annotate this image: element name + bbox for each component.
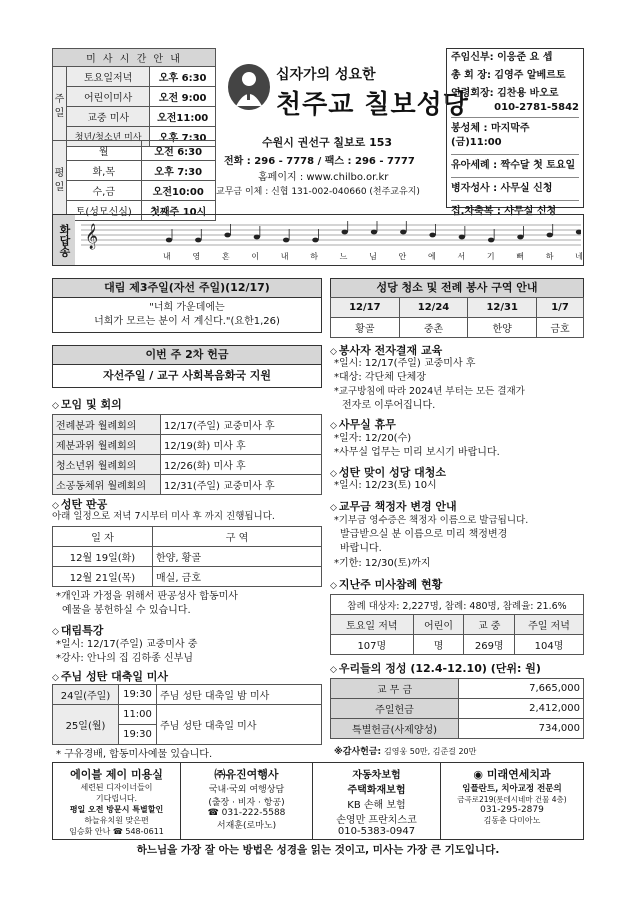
note-head (547, 233, 553, 238)
lyric-syllable: 영 (192, 252, 201, 261)
cleaning-date: 12/24 (399, 298, 468, 318)
ad-line: ☎ 031-222-5588 (207, 808, 286, 818)
confession-area: 한양, 황골 (153, 547, 322, 567)
thanks-text: 김영웅 50만, 김준걸 20만 (384, 747, 477, 756)
ad-title-row (441, 766, 583, 782)
staff-funeral: 연령회장: 김찬용 바오로 (451, 88, 559, 99)
hymn-label: 화답송 (53, 215, 75, 265)
christmas-mass: 주님 성탄 대축일 밤 미사 (157, 685, 322, 705)
ad-line: 손영만 프란치스코 (336, 815, 417, 826)
lyric-syllable: 서 (457, 252, 466, 261)
finance-table (330, 678, 584, 739)
mass-name: 청년/청소년 미사 (67, 127, 150, 147)
table-row (53, 685, 322, 705)
ad-line: 031-295-2879 (480, 805, 544, 815)
col-header: 토요일 저녁 (331, 615, 414, 635)
offering-title: 이번 주 2차 헌금 (52, 345, 322, 365)
cleaning-area: 금호 (537, 318, 584, 338)
lyric-syllable: 에 (427, 252, 436, 261)
table-row (53, 705, 322, 725)
church-phone: 전화 : 296 - 7778 / 팩스 : 296 - 7777 (224, 156, 415, 167)
christmas-time: 19:30 (119, 725, 157, 745)
lecture-title: ◇ 대림특강 (52, 622, 103, 638)
meeting-when: 12/17(주일) 교중미사 후 (161, 415, 322, 435)
advent-title: 대림 제3주일(자선 주일)(12/17) (52, 278, 322, 298)
cleaning-table (330, 297, 584, 338)
ad-line: 금곡로219(롯데시네마 건물 4층) (457, 795, 567, 804)
lyric-syllable: 기 (486, 252, 495, 261)
note-head (195, 238, 201, 243)
ad-line: 기다립니다. (95, 794, 138, 803)
office-line: *일자: 12/20(수) (334, 433, 412, 444)
meeting-name: 소공동체위 월례회의 (53, 475, 161, 495)
col-header: 주일 저녁 (514, 615, 583, 635)
ad-line: 평일 오전 방문시 특별할인 (69, 805, 164, 814)
note-head (488, 238, 494, 243)
lyric-syllable: 혼 (221, 252, 230, 261)
mass-schedule-title: 미 사 시 간 안 내 (53, 49, 216, 67)
mass-time: 오전 9:00 (150, 87, 216, 107)
ad-salon (53, 763, 181, 839)
table-row (331, 699, 584, 719)
xmas-clean-line: *일시: 12/23(토) 10시 (334, 480, 437, 491)
svg-text:𝄞: 𝄞 (85, 224, 99, 249)
hymn-box (52, 214, 584, 266)
christmas-foot: * 구유경배, 합동미사예물 있습니다. (56, 749, 213, 760)
staff-president: 총 회 장: 김영주 알베르토 (451, 70, 566, 81)
ad-title: ㈜유진여행사 (214, 768, 279, 781)
ad-title: 자동차보험 (352, 770, 401, 781)
lyric-syllable: 뻐 (516, 252, 524, 261)
christmas-day: 24일(주일) (53, 685, 119, 705)
verse-line: "너희 가운데에는 (149, 302, 225, 313)
finance-amount: 2,412,000 (459, 699, 584, 719)
payment-line: *대상: 각단체 단체장 (334, 372, 427, 383)
hymn-staff (81, 219, 581, 251)
office-line: *사무실 업무는 미리 보시기 바랍니다. (334, 447, 500, 458)
confession-title: ◇ 성탄 판공 (52, 496, 107, 512)
verse-line: 너희가 모르는 분이 서 계신다."(요한1,26) (94, 316, 280, 327)
table-row (331, 679, 584, 699)
staff-box (446, 48, 584, 217)
dues-line: *기한: 12/30(토)까지 (334, 558, 431, 569)
church-logo (228, 64, 270, 110)
attendance-value: 269명 (464, 635, 515, 655)
mass-name: 토(성모신심) (67, 201, 142, 221)
note-head (342, 230, 348, 235)
note-head (224, 233, 230, 238)
church-homepage: 홈페이지 : www.chilbo.or.kr (258, 172, 389, 183)
ad-insurance (313, 763, 441, 839)
ad-line: 010-5383-0947 (337, 826, 416, 837)
mass-time: 오후 6:30 (150, 67, 216, 87)
note-head (283, 238, 289, 243)
meeting-name: 청소년위 월례회의 (53, 455, 161, 475)
mass-name: 토요일저녁 (67, 67, 150, 87)
payment-line: 전자로 이루어집니다. (342, 400, 436, 411)
note-head (429, 233, 435, 238)
weekday-label: 평일 (53, 141, 67, 221)
lyric-syllable: 하 (310, 252, 318, 261)
confession-date: 12월 21일(목) (53, 567, 153, 587)
confession-foot: 예물을 봉헌하실 수 있습니다. (62, 605, 191, 616)
ad-line: 김동춘 다미아노 (483, 816, 541, 825)
confession-date: 12월 19일(화) (53, 547, 153, 567)
christmas-day: 25일(월) (53, 705, 119, 745)
lyric-syllable: 내 (280, 252, 289, 261)
confession-table (52, 526, 322, 587)
col-header: 어린이 (413, 615, 464, 635)
attendance-summary: 참례 대상자: 2,227명, 참례: 480명, 참례율: 21.6% (331, 595, 584, 615)
ad-title: 에이블 제이 미용실 (70, 768, 163, 781)
christmas-time: 19:30 (119, 685, 157, 705)
meeting-name: 전례분과 월례회의 (53, 415, 161, 435)
christmas-table (52, 684, 322, 745)
cleaning-area: 황골 (331, 318, 400, 338)
lyric-syllable: 안 (398, 252, 407, 261)
mass-time: 첫째주 10시 (141, 201, 215, 221)
note-head (576, 230, 581, 235)
table-row (53, 435, 322, 455)
lyric-syllable: 님 (369, 252, 377, 261)
christmas-title: ◇ 주님 성탄 대축일 미사 (52, 668, 168, 684)
note-head (312, 238, 318, 243)
church-subtitle: 십자가의 성요한 (276, 67, 376, 83)
dues-line: 바랍니다. (340, 543, 382, 554)
finance-name: 주일헌금 (331, 699, 459, 719)
table-row (53, 475, 322, 495)
mass-name: 어린이미사 (67, 87, 150, 107)
staff-communion: 봉성체 : 마지막주(금)11:00 (451, 118, 579, 155)
table-row (331, 719, 584, 739)
attendance-value: 명 (413, 635, 464, 655)
mass-time: 오전 6:30 (141, 141, 215, 161)
offering-desc: 자선주일 / 교구 사회복음화국 지원 (52, 364, 322, 388)
mass-schedule (52, 48, 216, 147)
note-head (166, 238, 172, 243)
staff-blessing: 집.차축복 : 사무실 신청 (451, 206, 557, 217)
cleaning-date: 12/31 (468, 298, 537, 318)
mass-name: 수,금 (67, 181, 142, 201)
church-bank: 교무금 이체 : 신협 131-002-040660 (천주교유지) (216, 187, 420, 197)
staff-anointing: 병자성사 : 사무실 신청 (451, 178, 579, 201)
payment-line: *교구방침에 따라 2024년 부터는 모든 결재가 (334, 386, 525, 397)
christmas-time: 11:00 (119, 705, 157, 725)
meeting-when: 12/31(주일) 교중미사 후 (161, 475, 322, 495)
saint-icon (228, 64, 270, 110)
ad-line: 임플란트, 치아교정 전문의 (462, 784, 562, 794)
attendance-value: 104명 (514, 635, 583, 655)
table-row (53, 547, 322, 567)
tooth-icon: ◉ (473, 768, 483, 781)
attendance-value: 107명 (331, 635, 414, 655)
staff-phone: 010-2781-5842 (451, 101, 579, 118)
lyric-syllable: 내 (163, 252, 171, 261)
dues-title: ◇ 교무금 책정자 변경 안내 (330, 498, 457, 514)
confession-foot: *개인과 가정을 위해서 판공성사 합동미사 (56, 591, 238, 602)
col-header: 구 역 (153, 527, 322, 547)
finance-thanks (334, 744, 476, 757)
col-header: 일 자 (53, 527, 153, 547)
cleaning-date: 1/7 (537, 298, 584, 318)
note-head (254, 235, 260, 240)
ads-bar (52, 762, 584, 840)
table-row (53, 455, 322, 475)
dues-line: *기부금 영수증은 책정자 이름으로 발급됩니다. (334, 515, 529, 526)
dues-line: 발급받으실 분 이름으로 미리 책정변경 (340, 529, 508, 540)
note-head (517, 235, 523, 240)
cleaning-title: 성당 청소 및 전례 봉사 구역 안내 (330, 278, 584, 298)
ad-line: 세련된 디자이너들이 (80, 783, 153, 792)
confession-area: 매실, 금호 (153, 567, 322, 587)
lyric-syllable: 하 (545, 252, 554, 261)
hymn-lyrics (163, 251, 583, 262)
staff-pastor: 주임신부: 이응준 요 셉 (451, 52, 553, 63)
lyric-syllable: 느 (339, 252, 348, 261)
advent-verse (52, 297, 322, 333)
weekday-schedule (52, 140, 216, 221)
ad-line: 국내·국외 여행상담 (208, 785, 285, 795)
mass-time: 오후 7:30 (141, 161, 215, 181)
lyric-syllable: 네 (575, 252, 583, 261)
ad-line: KB 손해 보험 (347, 800, 406, 811)
meetings-table (52, 414, 322, 495)
ad-dental (441, 763, 583, 839)
lecture-line: *일시: 12/17(주일) 교중미사 중 (56, 639, 198, 650)
finance-amount: 7,665,000 (459, 679, 584, 699)
ad-travel (181, 763, 313, 839)
ad-title: 미래연세치과 (486, 768, 551, 781)
finance-name: 특별헌금(사제양성) (331, 719, 459, 739)
mass-time: 오전10:00 (141, 181, 215, 201)
lyric-syllable: 이 (251, 252, 260, 261)
meeting-name: 제분과위 월례회의 (53, 435, 161, 455)
table-row (53, 567, 322, 587)
finance-title: ◇ 우리들의 정성 (12.4-12.10) (단위: 원) (330, 660, 541, 676)
church-name: 천주교 칠보성당 (276, 90, 469, 120)
payment-line: *일시: 12/17(주일) 교중미사 후 (334, 358, 476, 369)
cleaning-area: 중촌 (399, 318, 468, 338)
meetings-title: ◇ 모임 및 회의 (52, 396, 122, 412)
ad-line: 주택화재보험 (347, 785, 406, 796)
weekend-label: 주일 (53, 67, 67, 147)
church-address: 수원시 권선구 칠보로 153 (262, 136, 393, 149)
mass-time: 오전11:00 (150, 107, 216, 127)
col-header: 교 중 (464, 615, 515, 635)
footer-motto: 하느님을 가장 잘 아는 방법은 성경을 읽는 것이고, 미사는 가장 큰 기도입니다. (136, 844, 500, 856)
office-title: ◇ 사무실 휴무 (330, 416, 396, 432)
mass-name: 월 (67, 141, 142, 161)
cleaning-area: 한양 (468, 318, 537, 338)
ad-line: 임승화 안나 ☎ 548-0611 (69, 827, 164, 836)
finance-amount: 734,000 (459, 719, 584, 739)
confession-note: 아래 일정으로 저녁 7시부터 미사 후 까지 진행됩니다. (52, 511, 275, 522)
attendance-table (330, 594, 584, 655)
mass-name: 교중 미사 (67, 107, 150, 127)
note-head (400, 230, 406, 235)
thanks-label: ※감사헌금: (334, 747, 382, 757)
christmas-mass: 주님 성탄 대축일 미사 (157, 705, 322, 745)
attendance-title: ◇ 지난주 미사참례 현황 (330, 576, 442, 592)
lecture-line: *강사: 안나의 집 김하종 신부님 (56, 653, 194, 664)
meeting-when: 12/19(화) 미사 후 (161, 435, 322, 455)
payment-title: ◇ 봉사자 전자결재 교육 (330, 342, 442, 358)
table-row (53, 415, 322, 435)
note-head (371, 230, 377, 235)
note-head (459, 235, 465, 240)
cleaning-date: 12/17 (331, 298, 400, 318)
meeting-when: 12/26(화) 미사 후 (161, 455, 322, 475)
ad-line: 서재훈(로마노) (216, 821, 277, 831)
mass-time: 오후 7:30 (150, 127, 216, 147)
mass-name: 화,목 (67, 161, 142, 181)
ad-line: 하늘유치원 맞은편 (84, 816, 149, 825)
finance-name: 교 무 금 (331, 679, 459, 699)
xmas-clean-title: ◇ 성탄 맞이 성당 대청소 (330, 464, 446, 480)
ad-line: (출장 · 비자 · 항공) (208, 798, 285, 808)
staff-baptism: 유아세례 : 짝수달 첫 토요일 (451, 155, 579, 178)
